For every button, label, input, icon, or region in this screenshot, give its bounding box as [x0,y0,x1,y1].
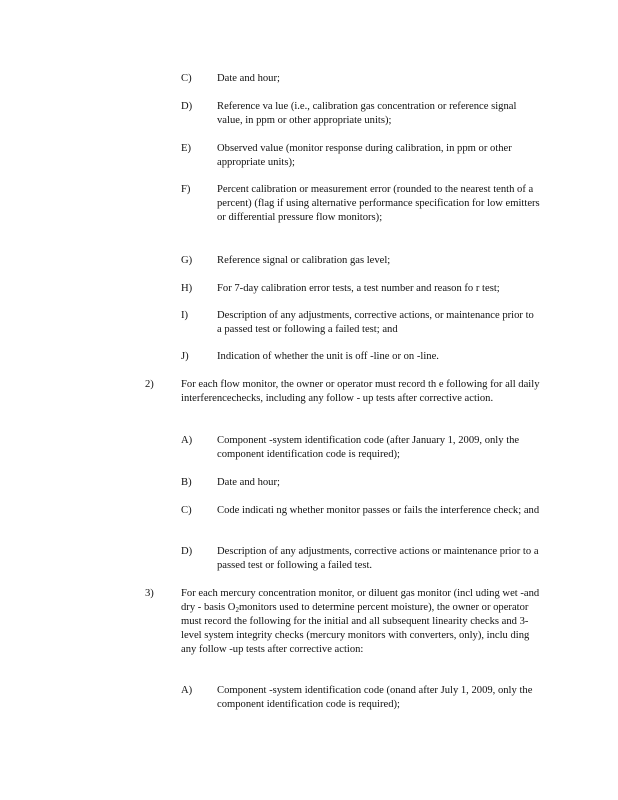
item-text: For each flow monitor, the owner or operator must record th e following for all daily interferencechecks, including any follow - up tests after corrective action. [181,379,540,404]
item-text: For 7-day calibration error tests, a test number and reason fo r test; [217,283,500,294]
item-label: C) [181,73,192,84]
item-text: Percent calibration or measurement error (rounded to the nearest tenth of a percent) (flag if using alternative performance specification for low emitters or differential pressure flow monitors); [217,184,540,223]
item-text: Observed value (monitor response during calibration, in ppm or other appropriate units); [217,143,512,168]
item-label: D) [181,546,193,557]
item-text: Date and hour; [217,73,280,84]
item-text: Indication of whether the unit is off -line or on -line. [217,351,439,362]
item-text [181,587,541,657]
item-label: A) [181,435,193,446]
item-text: Reference signal or calibration gas level; [217,255,391,266]
item-text: Reference va lue (i.e., calibration gas concentration or reference signal value, in ppm or other appropriate units); [217,101,517,126]
item-label: G) [181,255,193,266]
item-label: 2) [145,379,154,390]
item-label: I) [181,310,189,321]
item-label: C) [181,505,192,516]
item-label: A) [181,685,193,696]
item-label: J) [181,351,189,362]
item-label: 3) [145,588,154,599]
subscript: 2 [235,606,239,614]
item-text-part: For each mercury concentration monitor, or diluent gas monitor (incl uding wet -and dry - basis O [181,588,540,613]
item-label: D) [181,101,193,112]
item-text: Description of any adjustments, corrective actions, or maintenance prior to a passed test or following a failed test; and [217,310,534,335]
item-text: Component -system identification code (onand after July 1, 2009, only the component identification code is required); [217,685,533,710]
item-label: F) [181,184,191,195]
item-text: Date and hour; [217,477,280,488]
item-text: Description of any adjustments, corrective actions or maintenance prior to a passed test or following a failed test. [217,546,539,571]
item-text-part: monitors used to determine percent moisture), the owner or operator must record the following for the initial and all subsequent linearity checks and 3-level system integrity checks (mercury monitors with converters, only), inclu ding any follow -up tests after corrective action: [181,602,530,655]
item-text: Code indicati ng whether monitor passes or fails the interference check; and [217,505,540,516]
item-label: H) [181,283,193,294]
item-text: Component -system identification code (after January 1, 2009, only the component identification code is required); [217,435,520,460]
item-label: E) [181,143,191,154]
item-label: B) [181,477,192,488]
